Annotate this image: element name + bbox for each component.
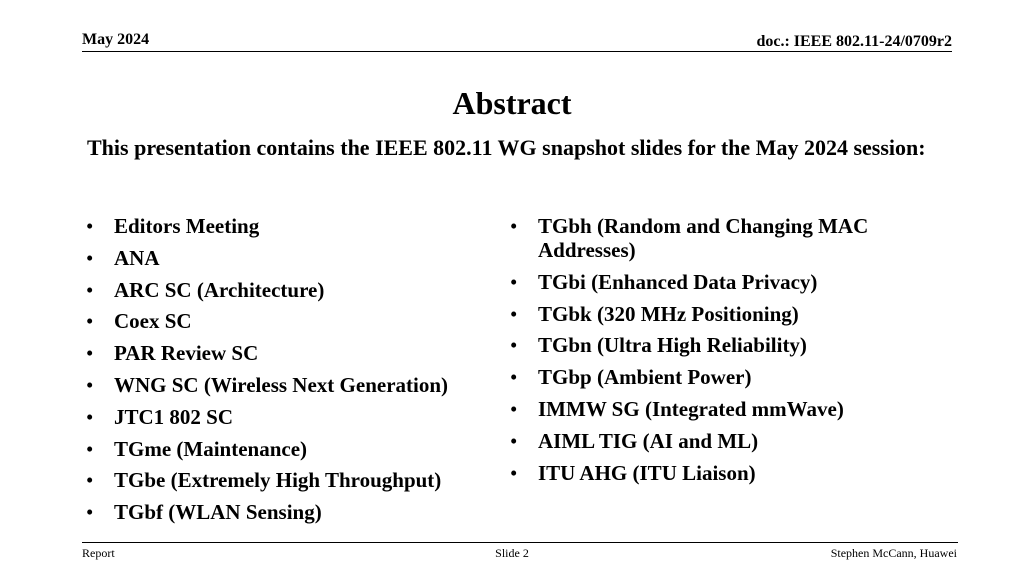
- bullet-icon: •: [86, 436, 94, 461]
- bullet-icon: •: [86, 500, 94, 525]
- list-item-label: Coex SC: [114, 309, 192, 334]
- list-item: [510, 429, 930, 453]
- header-rule: [82, 51, 952, 52]
- list-item: [510, 333, 930, 357]
- list-item: [86, 373, 506, 397]
- list-item-label: WNG SC (Wireless Next Generation): [114, 372, 449, 397]
- bullet-icon: •: [86, 468, 94, 493]
- list-item-label: ANA: [114, 245, 160, 270]
- bullet-icon: •: [510, 301, 518, 326]
- list-item: [510, 302, 930, 326]
- list-item-label: TGbp (Ambient Power): [538, 365, 752, 390]
- bullet-icon: •: [510, 365, 518, 390]
- list-item: [86, 437, 506, 461]
- right-bullet-list: [510, 214, 930, 492]
- list-item: [510, 214, 930, 262]
- footer-report-label: Report: [82, 546, 115, 560]
- bullet-icon: •: [86, 214, 94, 238]
- list-item-label: ARC SC (Architecture): [114, 277, 325, 302]
- bullet-icon: •: [510, 269, 518, 294]
- list-item: [86, 309, 506, 333]
- list-item: [510, 270, 930, 294]
- list-item-label: TGbh (Random and Changing MAC Addresses): [538, 214, 869, 262]
- bullet-icon: •: [510, 333, 518, 358]
- footer-author: Stephen McCann, Huawei: [830, 546, 957, 560]
- header-doc-id: doc.: IEEE 802.11-24/0709r2: [756, 33, 952, 50]
- list-item: [510, 461, 930, 485]
- bullet-icon: •: [86, 277, 94, 302]
- list-item: [86, 405, 506, 429]
- list-item: [510, 365, 930, 389]
- bullet-icon: •: [86, 309, 94, 334]
- list-item-label: TGbf (WLAN Sensing): [114, 500, 322, 525]
- bullet-icon: •: [510, 214, 518, 238]
- list-item: [86, 468, 506, 492]
- bullet-icon: •: [86, 341, 94, 366]
- intro-text: This presentation contains the IEEE 802.11 WG snapshot slides for the May 2024 session:: [87, 135, 926, 160]
- header-date: May 2024: [82, 31, 150, 48]
- list-item-label: TGbe (Extremely High Throughput): [114, 468, 442, 493]
- list-item-label: AIML TIG (AI and ML): [538, 428, 759, 453]
- bullet-icon: •: [86, 404, 94, 429]
- list-item-label: TGme (Maintenance): [114, 436, 308, 461]
- list-item: [86, 278, 506, 302]
- list-item-label: TGbk (320 MHz Positioning): [538, 301, 799, 326]
- list-item-label: JTC1 802 SC: [114, 404, 234, 429]
- bullet-icon: •: [510, 460, 518, 485]
- list-item-label: IMMW SG (Integrated mmWave): [538, 396, 844, 421]
- footer-rule: [82, 542, 958, 543]
- list-item-label: Editors Meeting: [114, 214, 260, 238]
- left-bullet-list: [86, 214, 506, 532]
- list-item: [86, 214, 506, 238]
- list-item: [86, 500, 506, 524]
- list-item-label: TGbn (Ultra High Reliability): [538, 333, 807, 358]
- list-item: [86, 341, 506, 365]
- slide-title: Abstract: [452, 85, 572, 121]
- bullet-icon: •: [510, 396, 518, 421]
- bullet-icon: •: [86, 372, 94, 397]
- bullet-icon: •: [86, 245, 94, 270]
- list-item-label: TGbi (Enhanced Data Privacy): [538, 269, 818, 294]
- list-item-label: ITU AHG (ITU Liaison): [538, 460, 756, 485]
- list-item: [86, 246, 506, 270]
- bullet-icon: •: [510, 428, 518, 453]
- list-item: [510, 397, 930, 421]
- list-item-label: PAR Review SC: [114, 341, 259, 366]
- footer-slide-number: Slide 2: [495, 546, 529, 560]
